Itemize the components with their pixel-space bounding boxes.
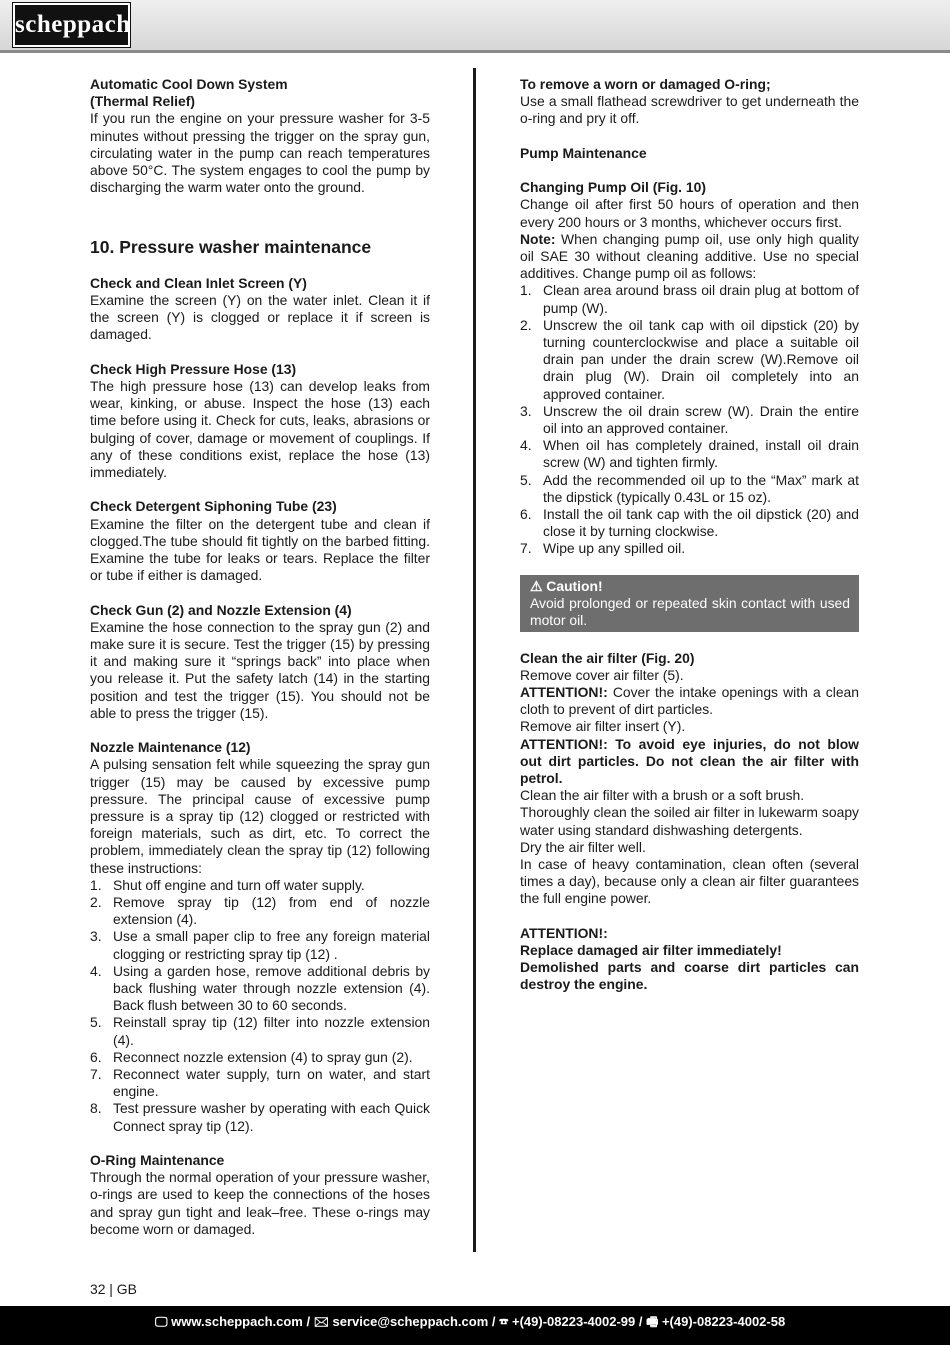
oil-steps-list xyxy=(520,282,859,557)
brand-logo: scheppach xyxy=(13,3,130,47)
cool-down-subtitle: (Thermal Relief) xyxy=(90,93,195,110)
note-label: Note: xyxy=(520,230,556,247)
attention-text: Cover the intake openings with a clean cloth to prevent of dirt particles. xyxy=(520,684,859,718)
pump-oil-text: Change oil after first 50 hours of operation and then every 200 hours or 3 months, whichever occurs first. xyxy=(520,196,859,230)
air-filter-step: Thoroughly clean the soiled air filter in lukewarm soapy water using standard dishwashing detergents. xyxy=(520,804,859,838)
list-item: 2. Remove spray tip (12) from end of nozzle extension (4). xyxy=(90,894,430,928)
final-attention-line: Demolished parts and coarse dirt particles can destroy the engine. xyxy=(520,959,859,993)
list-item: 4. Using a garden hose, remove additional debris by back flushing water through nozzle extension (4). Back flush between 30 to 60 seconds. xyxy=(90,962,430,1014)
column-divider xyxy=(473,68,476,1252)
air-filter-step: Clean the air filter with a brush or a soft brush. xyxy=(520,787,805,804)
list-item: 6. Reconnect nozzle extension (4) to spray gun (2). xyxy=(90,1048,413,1065)
list-item: 7. Wipe up any spilled oil. xyxy=(520,540,686,557)
attention-paragraph xyxy=(520,684,859,718)
pump-oil-title: Changing Pump Oil (Fig. 10) xyxy=(520,179,706,196)
left-column xyxy=(90,76,430,1238)
gun-text: Examine the hose connection to the spray gun (2) and make sure it is secure. Test the trigger (15) by pressing it and making sure it “springs back” into place when you release it. Put the safety latch (14) in the starting position and test the trigger (15). You should not be able to press the trigger (15). xyxy=(90,618,430,721)
list-item: 6. Install the oil tank cap with the oil dipstick (20) and close it by turning clockwise. xyxy=(520,506,859,540)
air-filter-step: Remove cover air filter (5). xyxy=(520,666,684,683)
air-filter-step: In case of heavy contamination, clean often (several times a day), because only a clean air filter guarantees the full engine power. xyxy=(520,856,859,907)
hose-text: The high pressure hose (13) can develop leaks from wear, kinking, or abuse. Inspect the hose (13) each time before using it. Check for cuts, leaks, abrasions or bulging of cover, damage or movement of couplings. If any of these conditions exist, replace the hose (13) immediately. xyxy=(90,378,430,481)
footer-bar xyxy=(0,1306,950,1345)
caution-title: ⚠ Caution! xyxy=(530,577,603,594)
section-title: 10. Pressure washer maintenance xyxy=(90,236,372,257)
note-text: When changing pump oil, use only high quality oil SAE 30 without cleaning additive. Use no special additives. Change pump oil as follows: xyxy=(520,230,859,282)
final-attention-line: Replace damaged air filter immediately! xyxy=(520,942,782,959)
remove-oring-title: To remove a worn or damaged O-ring; xyxy=(520,76,771,92)
tube-title: Check Detergent Siphoning Tube (23) xyxy=(90,498,337,515)
list-item: 5. Add the recommended oil up to the “Max” mark at the dipstick (typically 0.43L or 15 oz). xyxy=(520,471,859,505)
nozzle-text: A pulsing sensation felt while squeezing the spray gun trigger (15) may be caused by excessive pump pressure. The principal cause of excessive pump pressure is a spray tip (12) clogged or restricted with foreign materials, such as dirt, etc. To correct the problem, immediately clean the spray tip (12) following these instructions: xyxy=(90,756,430,876)
list-item: 7. Reconnect water supply, turn on water, and start engine. xyxy=(90,1066,430,1100)
air-filter-title: Clean the air filter (Fig. 20) xyxy=(520,649,695,666)
hose-title: Check High Pressure Hose (13) xyxy=(90,360,297,377)
list-item: 1. Clean area around brass oil drain plug at bottom of pump (W). xyxy=(520,282,859,316)
inlet-screen-title: Check and Clean Inlet Screen (Y) xyxy=(90,274,307,291)
nozzle-steps-list xyxy=(90,877,430,1135)
list-item: 3. Unscrew the oil drain screw (W). Drain the entire oil into an approved container. xyxy=(520,402,859,437)
list-item: 2. Unscrew the oil tank cap with oil dipstick (20) by turning counterclockwise and place a suitable oil drain pan under the drain screw (W).Remove oil drain plug (W). Drain oil completely into an approved container. xyxy=(520,316,859,402)
list-item: 4. When oil has completely drained, install oil drain screw (W) and tighten firmly. xyxy=(520,437,859,471)
gun-title: Check Gun (2) and Nozzle Extension (4) xyxy=(90,601,352,618)
final-attention-label: ATTENTION!: xyxy=(520,924,608,941)
header-bar xyxy=(0,0,950,53)
list-item: 1. Shut off engine and turn off water supply. xyxy=(90,876,365,893)
tube-text: Examine the filter on the detergent tube and clean if clogged.The tube should fit tightly on the barbed fitting. Examine the tube for leaks or tears. Replace the filter or tube if either is damaged. xyxy=(90,515,430,584)
cool-down-title: Automatic Cool Down System xyxy=(90,76,288,92)
oring-title: O-Ring Maintenance xyxy=(90,1152,225,1169)
list-item: 3. Use a small paper clip to free any foreign material clogging or restricting spray tip (12) . xyxy=(90,928,430,962)
inlet-screen-text: Examine the screen (Y) on the water inlet. Clean it if the screen (Y) is clogged or replace it if screen is damaged. xyxy=(90,292,430,343)
caution-text: Avoid prolonged or repeated skin contact with used motor oil. xyxy=(530,595,850,629)
list-item: 5. Reinstall spray tip (12) filter into nozzle extension (4). xyxy=(90,1014,430,1048)
air-filter-step: Dry the air filter well. xyxy=(520,838,646,855)
remove-oring-text: Use a small flathead screwdriver to get underneath the o-ring and pry it off. xyxy=(520,93,859,127)
attention-label: ATTENTION!: xyxy=(520,684,608,701)
page-number: 32 | GB xyxy=(90,1281,137,1297)
footer-contact: 🖵 www.scheppach.com / 🖂 service@scheppach.com / ☎ +(49)-08223-4002-99 / 🖷 +(49)-08223-4002-58 xyxy=(155,1314,786,1329)
air-filter-step: Remove air filter insert (Y). xyxy=(520,718,686,735)
pump-maintenance-title: Pump Maintenance xyxy=(520,144,647,161)
cool-down-text: If you run the engine on your pressure washer for 3-5 minutes without pressing the trigger on the spray gun, circulating water in the pump can reach temperatures above 50°C. The system engages to cool the pump by discharging the warm water onto the ground. xyxy=(90,110,430,196)
list-item: 8. Test pressure washer by operating with each Quick Connect spray tip (12). xyxy=(90,1100,430,1134)
right-column xyxy=(520,76,859,994)
nozzle-title: Nozzle Maintenance (12) xyxy=(90,739,251,756)
oring-text: Through the normal operation of your pressure washer, o-rings are used to keep the connections of the hoses and spray gun tight and leak–free. These o-rings may become worn or damaged. xyxy=(90,1169,430,1237)
note-paragraph xyxy=(520,231,859,283)
caution-box xyxy=(520,575,859,633)
attention-warning: ATTENTION!: To avoid eye injuries, do not blow out dirt particles. Do not clean the air filter with petrol. xyxy=(520,735,859,787)
